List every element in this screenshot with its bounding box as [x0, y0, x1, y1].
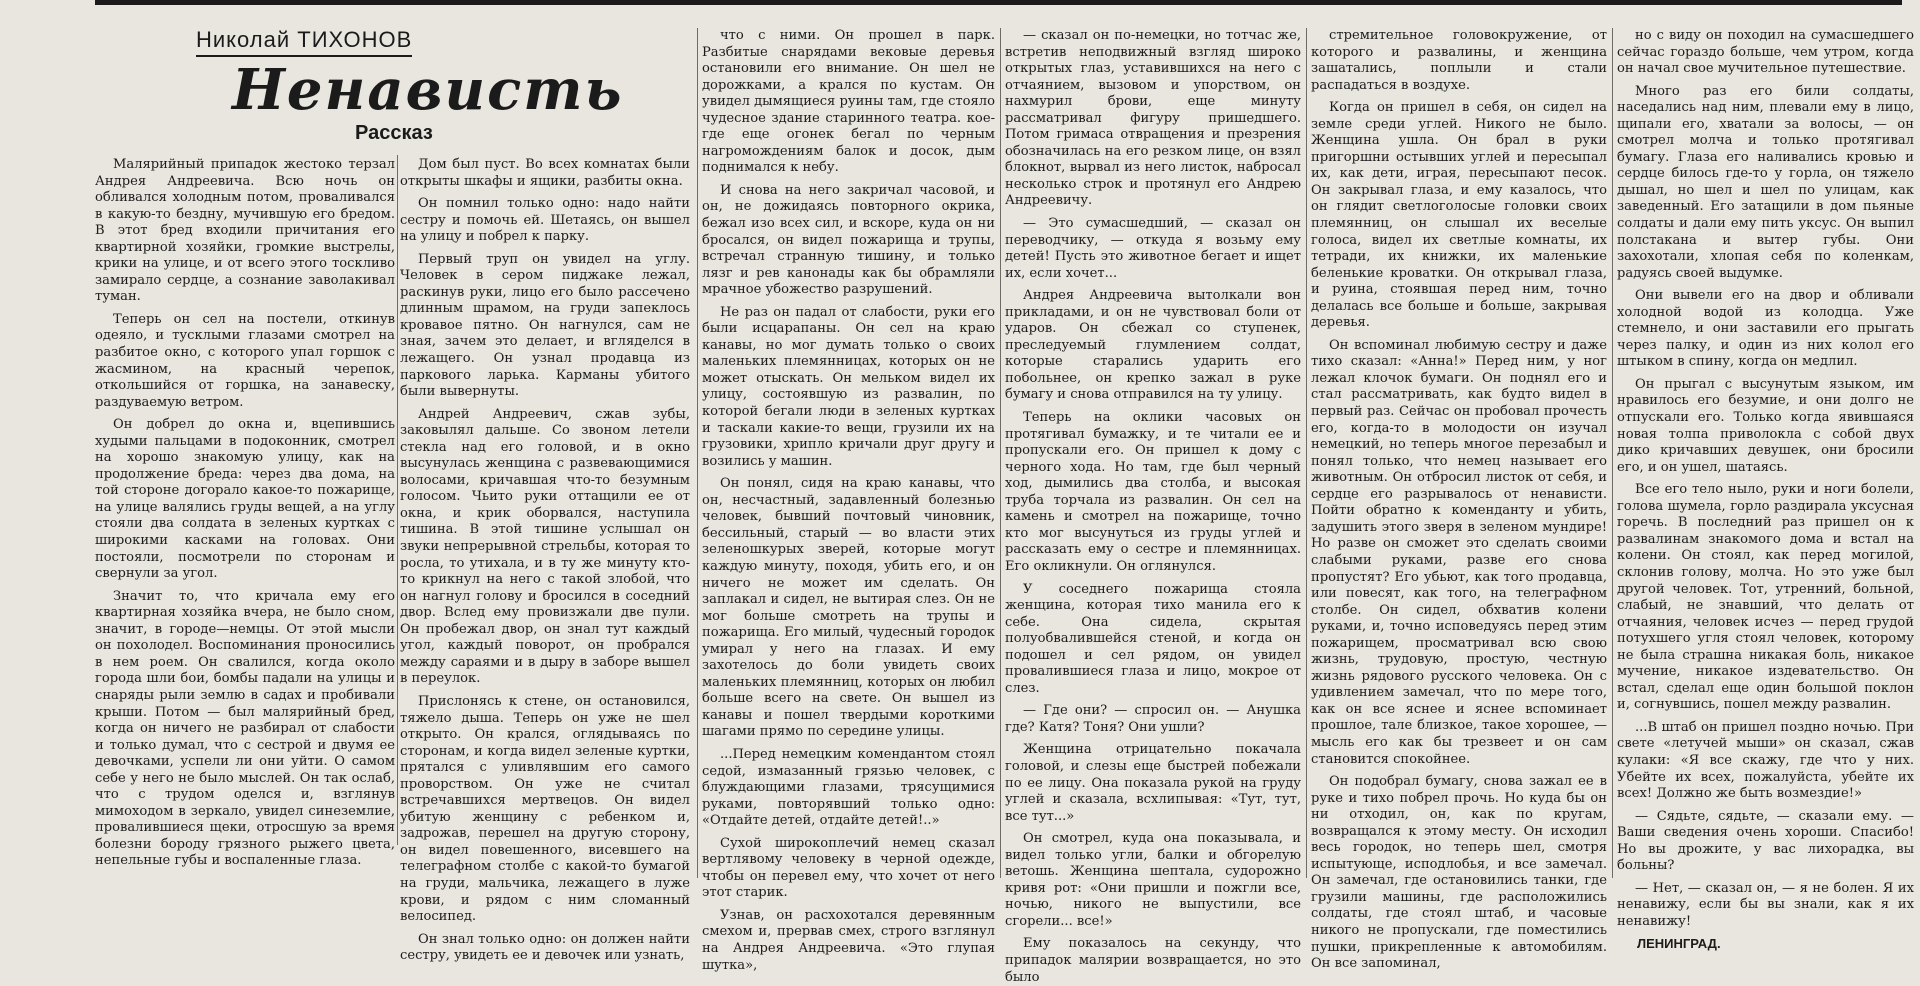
paragraph: Теперь на оклики часовых он протягивал бумажку, и те читали ее и пропускали его. Он пришел к дому с черного хода. Но там, где был черный ход, дымились два столба, и высокая труба торчала из развалин. Он сел на камень и смотрел на пожарище, точно кто мог высунуться из груды углей и рассказать ему о сестре и племянницах. Его окликнули. Он оглянулся. — [1005, 410, 1301, 574]
paragraph: стремительное головокружение, от которого и развалины, и женщина зашатались, поплыли и стали распадаться в воздухе. — [1311, 28, 1607, 93]
paragraph: Узнав, он расхохотался деревянным смехом и, прервав смех, строго взглянул на Андрея Андреевича. «Это глупая шутка», — [702, 907, 995, 973]
paragraph: У соседнего пожарища стояла женщина, которая тихо манила его к себе. Она сидела, скрытая полуобвалившейся стеной, и когда он подошел и сел рядом, он увидел провалившиеся глаза и лицо, мокрое от слез. — [1005, 581, 1301, 696]
paragraph: Все его тело ныло, руки и ноги болели, голова шумела, горло раздирала уксусная горечь. В последний раз пришел он к развалинам знакомого дома и встал на колени. Он стоял, как перед могилой, склонив голову, молча. Но это уже был другой человек. Тот, утренний, больной, слабый, не знавший, что делать от отчаяния, человек исчез — перед грудой потухшего угля стоял человек, которому не была страшна никакая боль, никакое мучение, никакое издевательство. Он встал, сделал еще один большой поклон и, согнувшись, пошел между развалин. — [1617, 482, 1914, 713]
paragraph: Когда он пришел в себя, он сидел на земле среди углей. Никого не было. Женщина ушла. Он брал в руки пригоршни остывших углей и пересыпал их, как дети, играя, пересыпают песок. Он закрывал глаза, и ему казалось, что он глядит светлоголосые головки своих племянниц, он слышал их веселые голоса, видел их светлые комнаты, их тетради, их книжки, их маленькие беленькие кроватки. Он открывал глаза, и руина, стоявшая перед ним, точно делалась все больше и больше, закрывая деревья. — [1311, 100, 1607, 331]
paragraph: Он подобрал бумагу, снова зажал ее в руке и тихо побрел прочь. Но куда бы он ни отходил, он, как по кругам, возвращался к этому месту. Он исходил весь городок, но теперь шел, смотря испытующе, исподлобья, и все замечал. Он замечал, где остановились танки, где грузили машины, где расположились солдаты, где стоял штаб, и часовые никого не пропускали, где поместились пушки, прикрепленные к автомобилям. Он все запоминал, — [1311, 774, 1607, 972]
paragraph: Женщина отрицательно покачала головой, и слезы еще быстрей побежали по ее лицу. Она показала рукой на груду углей и сказала, всхлипывая: «Тут, тут, все тут...» — [1005, 742, 1301, 824]
paragraph: Он помнил только одно: надо найти сестру и помочь ей. Шетаясь, он вышел на улицу и побрел к парку. — [400, 196, 690, 245]
paragraph: что с ними. Он прошел в парк. Разбитые снарядами вековые деревья остановили его внимание. Он шел не дорожками, а крался по кустам. Он увидел дымящиеся руины там, где стояло чудесное здание старинного театра. кое-где еще огонек бегал по черным нагромождениям балок и досок, дым поднимался к небу. — [702, 28, 995, 176]
paragraph: Андрей Андреевич, сжав зубы, заковылял дальше. Со звоном летели стекла над его головой, и в окно высунулась женщина с развевающимися волосами, кричавшая что-то безумным голосом. Чьито руки оттащили ее от окна, и крик оборвался, наступила тишина. В этой тишине услышал он звуки непрерывной стрельбы, которая то росла, то утихала, и в ту же минуту кто-то крикнул на него с такой злобой, что он нагнул голову и бросился в соседний двор. Вслед ему провизжали две пули. Он пробежал двор, он знал тут каждый угол, каждый поворот, он пробрался между сараями и в дыру в заборе вышел в переулок. — [400, 406, 690, 687]
paragraph: ...Перед немецким комендантом стоял седой, измазанный грязью человек, с блуждающими глазами, трясущимися руками, повторявший только одно: «Отдайте детей, отдайте детей!..» — [702, 746, 995, 829]
paragraph: — Нет, — сказал он, — я не болен. Я их ненавижу, если бы вы знали, как я их ненавижу! — [1617, 880, 1914, 929]
paragraph: Он вспоминал любимую сестру и даже тихо сказал: «Анна!» Перед ним, у ног лежал клочок бумаги. Он поднял его и стал рассматривать, как будто видел в первый раз. Сейчас он пробовал прочесть его, когда-то в молодости он изучал немецкий, но теперь многое перезабыл и понял только, что немец называет его животным. Он отбросил листок от себя, и сердце его разрывалось от ненависти. Пойти обратно к коменданту и убить, задушить этого зверя в зеленом мундире! Но разве он сможет это сделать своими слабыми руками, разве его снова пропустят? Его убьют, как того продавца, или повесят, как того, на телеграфном столбе. Он сидел, обхватив колени руками, и, точно исповедуясь перед этим пожарищем, просматривал всю свою жизнь, трудовую, простую, честную жизнь рядового русского человека. Он с удивлением замечал, что по мере того, как он все яснее и яснее вспоминает прошлое, тале близкое, такое хорошее, — мысль его как бы трезвеет и он сам становится спокойнее. — [1311, 337, 1607, 767]
paragraph: Он смотрел, куда она показывала, и видел только угли, балки и обгорелую ветошь. Женщина шептала, судорожно кривя рот: «Они пришли и пожгли все, ночью, никого не выпустили, все сгорели... все!» — [1005, 831, 1301, 929]
paragraph: Он понял, сидя на краю канавы, что он, несчастный, задавленный болезнью человек, бывший почтовый чиновник, бессильный, старый — во власти этих зеленошкурых зверей, которые могут каждую минуту, походя, убить его, и он ничего не может им сделать. Он заплакал и сидел, не вытирая слез. Он не мог больше смотреть на трупы и пожарища. Его милый, чудесный городок умирал у него на глазах. И ему захотелось до боли увидеть своих маленьких племянниц, которых он любил больше всего на свете. Он вышел из канавы и пошел твердыми короткими шагами прямо по середине улицы. — [702, 476, 995, 740]
text-column-6 — [1617, 28, 1914, 952]
paragraph: — Где они? — спросил он. — Анушка где? Катя? Тоня? Они ушли? — [1005, 703, 1301, 735]
column-rule — [1306, 28, 1307, 878]
text-column-4 — [1005, 28, 1301, 985]
text-column-3 — [702, 28, 995, 973]
paragraph: — Это сумасшедший, — сказал он переводчику, — откуда я возьму ему детей! Пусть это животное бегает и ищет их, если хочет... — [1005, 216, 1301, 281]
dateline: ЛЕНИНГРАД. — [1637, 936, 1721, 952]
paragraph: Много раз его били солдаты, наседались над ним, плевали ему в лицо, щипали его, хватали за волосы, — он смотрел молча и только протягивал бумагу. Глаза его наливались кровью и сердце билось где-то у горла, он тяжело дышал, но шел и шел по улицам, как заведенный. Его затащили в дом пьяные солдаты и дали ему пить уксус. Он выпил полстакана и вытер губы. Они захохотали, хлопая себя по коленкам, радуясь своей выдумке. — [1617, 83, 1914, 281]
column-rule — [1612, 28, 1613, 878]
paragraph: Значит то, что кричала ему его квартирная хозяйка вчера, не было сном, значит, в городе—немцы. От этой мысли он похолодел. Воспоминания проносились в нем роем. Он свалился, когда около города шли бои, бомбы падали на улицы и снаряды рыли землю в садах и пробивали крыши. Потом — был малярийный бред, когда он ничего не разбирал от слабости и только думал, что с сестрой и двумя ее девочками, успели ли они уйти. О самом себе у него не было мыслей. Он так ослаб, что с трудом оделся и, взглянув мимоходом в зеркало, увидел синеземлие, провалившиеся щеки, отросшую за время болезни бороду грязного рыжего цвета, непельные губы и воспаленные глаза. — [95, 588, 395, 869]
paragraph: Теперь он сел на постели, откинув одеяло, и тусклыми глазами смотрел на разбитое окно, с которого упал горшок с жасмином, на красный черепок, откольшийся от горшка, на занавеску, раздуваемую ветром. — [95, 311, 395, 410]
text-column-2 — [400, 157, 690, 964]
paragraph: Андрея Андреевича вытолкали вон прикладами, и он не чувствовал боли от ударов. Он сбежал со ступенек, преследуемый глумлением солдат, которые старались ударить его побольнее, он крепко зажал в руке бумагу и снова отправился на ту улицу. — [1005, 288, 1301, 403]
paragraph: Не раз он падал от слабости, руки его были исцарапаны. Он сел на краю канавы, но мог думать только о своих маленьких племянницах, которых он не может отыскать. Он мельком видел их улицу, состоявшую из развалин, по которой бегали люди в зеленых куртках и таскали какие-то вещи, грузили их на грузовики, хрипло кричали друг другу и возились у машин. — [702, 304, 995, 469]
paragraph: — Сядьте, сядьте, — сказали ему. — Ваши сведения очень хороши. Спасибо! Но вы дрожите, у вас лихорадка, вы больны? — [1617, 808, 1914, 874]
paragraph: Он прыгал с высунутым языком, им нравилось его безумие, и они долго не отпускали его. Только когда явившаяся новая толпа приволокла с собой двух дико кричавших девушек, они бросили его, и он ушел, шатаясь. — [1617, 376, 1914, 475]
column-rule — [1000, 28, 1001, 878]
column-rule — [397, 155, 398, 845]
text-column-5 — [1311, 28, 1607, 972]
paragraph: Он знал только одно: он должен найти сестру, увидеть ее и девочек или узнать, — [400, 931, 690, 964]
author-name: Николай ТИХОНОВ — [196, 27, 412, 57]
article-title: Ненависть — [232, 57, 624, 123]
paragraph: Они вывели его на двор и обливали холодной водой из колодца. Уже стемнело, и они заставили его прыгать через палку, и один из них колол его штыком в спину, когда он медлил. — [1617, 288, 1914, 370]
column-rule — [697, 28, 698, 878]
paragraph: И снова на него закричал часовой, и он, не дожидаясь повторного окрика, бежал изо всех сил, и вскоре, куда он ни бросался, он видел пожарища и трупы, встречал странную тишину, и только лязг и рев канонады как бы обрамляли мрачное убожество разрушений. — [702, 182, 995, 298]
text-column-1 — [95, 157, 395, 869]
paragraph: ...В штаб он пришел поздно ночью. При свете «летучей мыши» он сказал, сжав кулаки: «Я все скажу, где что у них. Убейте их всех, пожалуйста, убейте их всех! Должно же быть возмездие!» — [1617, 719, 1914, 802]
paragraph: Первый труп он увидел на углу. Человек в сером пиджаке лежал, раскинув руки, лицо его было рассечено длинным шрамом, на груди запеклось кровавое пятно. Он нагнулся, сам не зная, зачем это делает, и вгляделся в лежащего. Он узнал продавца из паркового ларька. Карманы убитого были вывернуты. — [400, 251, 690, 400]
paragraph: но с виду он походил на сумасшедшего сейчас гораздо больше, чем утром, когда он начал свое мучительное путешествие. — [1617, 28, 1914, 77]
paragraph: Он добрел до окна и, вцепившись худыми пальцами в подоконник, смотрел на хорошо знакомую улицу, как на продолжение бреда: через два дома, на той стороне догорало какое-то пожарище, на улице валялись груды вещей, а на углу стояли два солдата в зеленых куртках с широкими касками на головах. Они постояли, посмотрели по сторонам и свернули за угол. — [95, 417, 395, 582]
paragraph: Прислонясь к стене, он остановился, тяжело дыша. Теперь он уже не шел открыто. Он крался, оглядываясь по сторонам, и когда видел зеленые куртки, прятался с уливлявшим его самого проворством. Он уже не считал встречавшихся мертвецов. Он видел убитую женщину с ребенком и, задрожав, перешел на другую сторону, он видел повешенного, висевшего на телеграфном столбе с какой-то бумагой на груди, мальчика, лежащего в луже крови, и рядом с ним сломанный велосипед. — [400, 693, 690, 925]
article-subtitle: Рассказ — [355, 122, 433, 144]
top-rule — [95, 0, 1902, 5]
paragraph: Малярийный припадок жестоко терзал Андрея Андреевича. Всю ночь он обливался холодным потом, проваливался в какую-то бездну, мучившую его бредом. В этот бред входили причитания его квартирной хозяйки, громкие выстрелы, крики на улице, и от всего этого тоскливо замирало сердце, а сознание заволакивал туман. — [95, 157, 395, 305]
paragraph: Дом был пуст. Во всех комнатах были открыты шкафы и ящики, разбиты окна. — [400, 157, 690, 189]
paragraph: Сухой широкоплечий немец сказал вертлявому человеку в черной одежде, чтобы он перевел ему, что хочет от него этот старик. — [702, 835, 995, 901]
paragraph: — сказал он по-немецки, но тотчас же, встретив неподвижный взгляд широко открытых глаз, уставившихся на него с отчаянием, вызовом и упорством, он нахмурил брови, еще минуту рассматривал фигуру пришедшего. Потом гримаса отвращения и презрения обозначилась на его резком лице, он взял блокнот, вырвал из него листок, набросал несколько строк и протянул его Андрею Андреевичу. — [1005, 28, 1301, 209]
paragraph: Ему показалось на секунду, что припадок малярии возвращается, но это было — [1005, 936, 1301, 985]
